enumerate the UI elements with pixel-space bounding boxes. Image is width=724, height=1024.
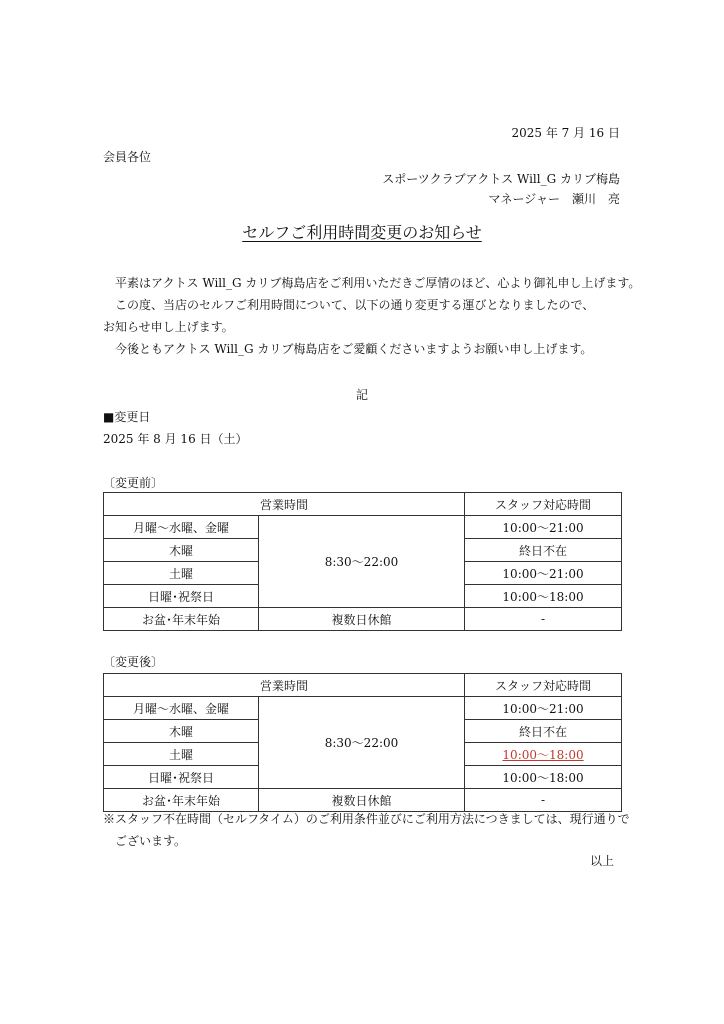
page-title: セルフご利用時間変更のお知らせ <box>242 223 482 242</box>
staff-cell: 10:00～21:00 <box>465 697 622 720</box>
organization-name: スポーツクラブアクトス Will_G カリブ梅島 <box>382 172 620 186</box>
table-row <box>104 697 622 720</box>
closing-mark: 以上 <box>589 854 614 868</box>
header-staff-hours: スタッフ対応時間 <box>465 493 622 516</box>
day-cell: 日曜･祝祭日 <box>104 585 259 608</box>
recipient: 会員各位 <box>103 150 152 164</box>
hours-cell: 8:30～22:00 <box>259 516 465 608</box>
body-line: お知らせ申し上げます。 <box>103 320 234 334</box>
staff-cell: 10:00～21:00 <box>465 516 622 539</box>
staff-cell: 10:00～18:00 <box>465 766 622 789</box>
day-cell: 土曜 <box>104 743 259 766</box>
hours-cell: 複数日休館 <box>259 608 465 631</box>
day-cell: 土曜 <box>104 562 259 585</box>
table-row <box>104 516 622 539</box>
after-label: 〔変更後〕 <box>103 655 164 669</box>
table-row <box>104 608 622 631</box>
staff-cell: 10:00～18:00 <box>465 585 622 608</box>
day-cell: 木曜 <box>104 539 259 562</box>
body-text <box>103 272 640 360</box>
ki-marker: 記 <box>355 388 368 402</box>
manager-name: マネージャー 瀬川 亮 <box>488 192 620 206</box>
header-business-hours: 営業時間 <box>104 493 465 516</box>
day-cell: 木曜 <box>104 720 259 743</box>
footnote-line: ※スタッフ不在時間（セルフタイム）のご利用条件並びにご利用方法につきましては、現行通りで <box>103 812 630 826</box>
hours-cell: 複数日休館 <box>259 789 465 812</box>
day-cell: 月曜～水曜、金曜 <box>104 697 259 720</box>
change-date-heading: ■変更日 <box>103 410 151 424</box>
header-staff-hours: スタッフ対応時間 <box>465 674 622 697</box>
body-line: この度、当店のセルフご利用時間について、以下の通り変更する運びとなりましたので、 <box>103 298 595 312</box>
header-business-hours: 営業時間 <box>104 674 465 697</box>
day-cell: 日曜･祝祭日 <box>104 766 259 789</box>
table-header-row <box>104 493 622 516</box>
staff-cell-changed <box>465 743 622 766</box>
schedule-table-after <box>103 673 622 812</box>
staff-cell: 10:00～21:00 <box>465 562 622 585</box>
table-header-row <box>104 674 622 697</box>
staff-cell: 終日不在 <box>465 539 622 562</box>
footnote <box>103 808 630 852</box>
schedule-table-before <box>103 492 622 631</box>
change-date: 2025 年 8 月 16 日（土） <box>103 432 248 446</box>
staff-cell: - <box>465 608 622 631</box>
day-cell: お盆･年末年始 <box>104 608 259 631</box>
staff-cell: - <box>465 789 622 812</box>
document-date: 2025 年 7 月 16 日 <box>511 126 620 140</box>
body-line: 今後ともアクトス Will_G カリブ梅島店をご愛顧くださいますようお願い申し上げます。 <box>103 342 593 356</box>
footnote-line: ございます。 <box>103 834 187 848</box>
changed-staff-hours: 10:00～18:00 <box>502 747 584 762</box>
staff-cell: 終日不在 <box>465 720 622 743</box>
hours-cell: 8:30～22:00 <box>259 697 465 789</box>
day-cell: 月曜～水曜、金曜 <box>104 516 259 539</box>
day-cell: お盆･年末年始 <box>104 789 259 812</box>
body-line: 平素はアクトス Will_G カリブ梅島店をご利用いただきご厚情のほど、心より御礼申し上げます。 <box>103 276 641 290</box>
before-label: 〔変更前〕 <box>103 476 164 490</box>
